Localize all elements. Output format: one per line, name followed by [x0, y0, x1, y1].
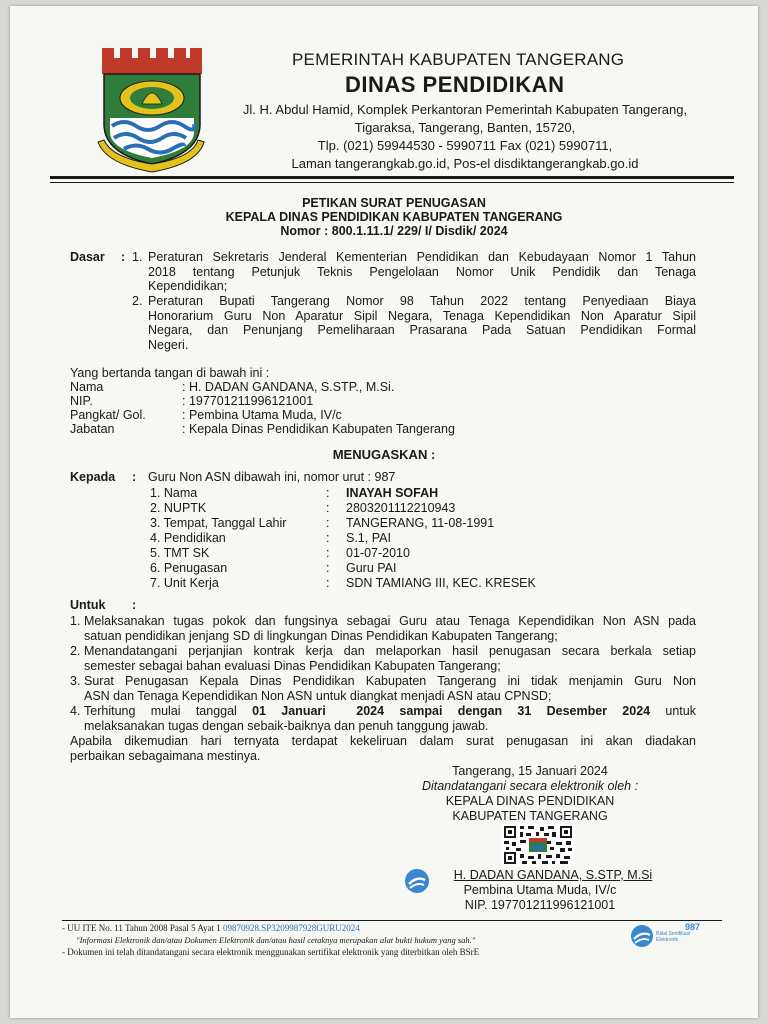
- assignee-field-colon: :: [326, 546, 330, 560]
- assignee-field-label: 3. Tempat, Tanggal Lahir: [150, 516, 287, 530]
- period-text: Terhitung mulai tanggal: [84, 704, 253, 718]
- dasar-item-line: Kependidikan;: [148, 279, 228, 293]
- signer-identity: [390, 868, 690, 913]
- assignee-field-value: S.1, PAI: [346, 531, 391, 545]
- footer-law-line: [62, 923, 360, 933]
- header-divider-thick: [50, 176, 734, 179]
- untuk-colon: :: [132, 598, 137, 612]
- untuk-item: [84, 674, 696, 703]
- assignee-row: [150, 576, 536, 591]
- period-text: untuk: [650, 704, 696, 718]
- assignee-field-label: 2. NUPTK: [150, 501, 207, 515]
- untuk-item-line: Menandatangani perjanjian kontrak kerja dan melaporkan hasil penugasan secara berkala setiap: [84, 644, 696, 658]
- signer-value: : H. DADAN GANDANA, S.STP., M.Si.: [182, 380, 395, 394]
- untuk-item-number: 1.: [70, 614, 81, 628]
- dasar-item-line: Honorarium Guru Non Aparatur Sipil Negara, Tenaga Kependidikan Non Aparatur Sipil: [148, 308, 696, 323]
- address-line: Tigaraksa, Tangerang, Banten, 15720,: [354, 120, 576, 135]
- assignee-field-colon: :: [326, 486, 330, 500]
- untuk-item-line: melaksanakan tugas dengan sebaik-baiknya dan penuh tanggung jawab.: [84, 718, 489, 733]
- untuk-item-line: satuan pendidikan jenjang SD di lingkungan Dinas Pendidikan Kabupaten Tangerang;: [84, 628, 558, 643]
- dasar-item-line: Peraturan Bupati Tangerang Nomor 98 Tahun 2022 tentang Penyediaan Biaya: [148, 294, 696, 308]
- assignee-row: [150, 561, 397, 576]
- document-page: [10, 6, 758, 1018]
- assignee-field-label: 7. Unit Kerja: [150, 576, 219, 590]
- dasar-item-number: 2.: [132, 294, 143, 308]
- signer-value: : Pembina Utama Muda, IV/c: [182, 408, 342, 422]
- untuk-item-line: Melaksanakan tugas pokok dan fungsinya sebagai Guru atau Tenaga Kependidikan Non ASN pada: [84, 614, 696, 628]
- signer-rank: Pembina Utama Muda, IV/c: [463, 883, 617, 897]
- kepada-intro: Guru Non ASN dibawah ini, nomor urut : 987: [148, 470, 396, 484]
- untuk-item-line: Surat Penugasan Kepala Dinas Pendidikan Kabupaten Tangerang ini tidak menjamin Guru Non: [84, 674, 696, 688]
- signature-qr-code: [502, 824, 574, 866]
- untuk-item-line: ASN dan Tenaga Kependidikan Non ASN untuk diangkat menjadi ASN atau CPNSD;: [84, 688, 552, 703]
- bsre-number: 987: [684, 922, 700, 932]
- address-line: Laman tangerangkab.go.id, Pos-el disdiktangerangkab.go.id: [291, 156, 639, 171]
- assignee-field-label: 6. Penugasan: [150, 561, 228, 575]
- period-text: sampai dengan: [384, 704, 518, 718]
- assignee-field-colon: :: [326, 576, 330, 590]
- assignee-field-label: 4. Pendidikan: [150, 531, 226, 545]
- signer-nip: NIP. 197701211996121001: [464, 898, 616, 912]
- footer-law-text: - UU ITE No. 11 Tahun 2008 Pasal 5 Ayat 1: [62, 923, 221, 933]
- assignee-row: [150, 486, 439, 501]
- assignee-field-value: TANGERANG, 11-08-1991: [346, 516, 495, 530]
- period-start-date: 01 Januari 2024: [252, 704, 385, 718]
- assignee-field-colon: :: [326, 531, 330, 545]
- signer-label: Jabatan: [70, 422, 115, 436]
- menugaskan-heading: MENUGASKAN :: [332, 447, 436, 462]
- untuk-item: [84, 614, 696, 643]
- assignee-field-colon: :: [326, 561, 330, 575]
- address-line: Jl. H. Abdul Hamid, Komplek Perkantoran Pemerintah Kabupaten Tangerang,: [242, 102, 688, 117]
- signer-position: KEPALA DINAS PENDIDIKAN: [445, 794, 615, 808]
- closing-statement: [70, 734, 696, 763]
- untuk-item-line: semester sebagai bahan evaluasi Dinas Pendidikan Kabupaten Tangerang;: [84, 658, 501, 673]
- footer-doc-code: 09870928.SP3209987928GURU2024: [223, 923, 360, 933]
- signer-value: : Kepala Dinas Pendidikan Kabupaten Tangerang: [182, 422, 455, 436]
- government-name: PEMERINTAH KABUPATEN TANGERANG: [292, 50, 625, 69]
- assignee-field-value: 01-07-2010: [346, 546, 410, 560]
- dasar-item-line: Negara, dan Penunjang Pemeliharaan Prasarana Pada Satuan Pendidikan Formal: [148, 323, 696, 337]
- untuk-item-number: 4.: [70, 704, 81, 718]
- address-line: Tlp. (021) 59944530 - 5990711 Fax (021) 5990711,: [317, 138, 613, 153]
- assignee-field-colon: :: [326, 516, 330, 530]
- header-address: [210, 101, 720, 173]
- bsre-logo-icon: [630, 924, 654, 948]
- signer-position: KABUPATEN TANGERANG: [452, 809, 608, 823]
- closing-line: Apabila dikemudian hari ternyata terdapat kekeliruan dalam surat penugasan ini akan diadakan: [70, 734, 696, 748]
- signer-name: H. DADAN GANDANA, S.STP, M.Si: [453, 868, 653, 882]
- assignment-period-line: [84, 704, 696, 719]
- dasar-item-line: 2018 tentang Petunjuk Teknis Pengelolaan Nomor Unik Pendidik dan Tenaga: [148, 264, 696, 279]
- bsre-text: Balai Sertifikasi Elektronik: [656, 931, 691, 943]
- document-subtitle: KEPALA DINAS PENDIDIKAN KABUPATEN TANGERANG: [225, 210, 563, 224]
- dasar-label: Dasar: [70, 250, 105, 264]
- assignee-field-value: SDN TAMIANG III, KEC. KRESEK: [346, 576, 536, 590]
- dasar-colon: :: [121, 250, 126, 264]
- untuk-item: [84, 644, 696, 673]
- signer-label: Pangkat/ Gol.: [70, 408, 146, 422]
- assignee-field-label: 1. Nama: [150, 486, 198, 500]
- assignee-field-colon: :: [326, 501, 330, 515]
- signer-label: NIP.: [70, 394, 93, 408]
- assignee-field-value: Guru PAI: [346, 561, 397, 575]
- kepada-colon: :: [132, 470, 137, 484]
- kepada-label: Kepada: [70, 470, 116, 484]
- signer-label: Nama: [70, 380, 104, 394]
- document-title: PETIKAN SURAT PENUGASAN: [302, 196, 486, 210]
- header-divider-thin: [50, 182, 734, 183]
- document-number: Nomor : 800.1.11.1/ 229/ I/ Disdik/ 2024: [280, 224, 508, 238]
- closing-line: perbaikan sebagaimana mestinya.: [70, 748, 261, 763]
- untuk-item-number: 3.: [70, 674, 81, 688]
- period-end-date: 31 Desember 2024: [517, 704, 651, 718]
- dasar-item-line: Negeri.: [148, 337, 189, 352]
- assignee-field-value: 2803201112210943: [346, 501, 456, 515]
- assignee-row: [150, 501, 456, 516]
- signature-block: [390, 764, 670, 824]
- untuk-label: Untuk: [70, 598, 106, 612]
- department-name: DINAS PENDIDIKAN: [345, 72, 565, 97]
- dasar-item: [148, 250, 696, 294]
- signer-value: : 197701211996121001: [182, 394, 314, 408]
- assignee-row: [150, 531, 391, 546]
- dasar-item-line: Peraturan Sekretaris Jenderal Kementerian Pendidikan dan Kebudayaan Nomor 1 Tahun: [148, 250, 696, 264]
- dasar-item: [148, 294, 696, 352]
- footer-divider: [62, 920, 722, 921]
- bsre-label: [656, 923, 700, 943]
- signature-place-date: Tangerang, 15 Januari 2024: [452, 764, 608, 778]
- tangerang-regency-logo: [96, 46, 206, 176]
- assignee-row: [150, 516, 495, 531]
- dasar-item-number: 1.: [132, 250, 143, 264]
- untuk-item: [84, 704, 696, 733]
- assignee-row: [150, 546, 410, 561]
- footer-bsre-statement: - Dokumen ini telah ditandatangani secara elektronik menggunakan sertifikat elektronik yang diterbitkan oleh BSrE: [62, 947, 480, 957]
- untuk-item-number: 2.: [70, 644, 81, 658]
- footer-legal-quote: "Informasi Elektronik dan/atau Dokumen Elektronik dan/atau hasil cetaknya merupakan alat bukti hukum yang sah.": [76, 935, 476, 945]
- signer-intro: Yang bertanda tangan di bawah ini :: [70, 366, 270, 380]
- assignee-name-value: INAYAH SOFAH: [346, 486, 439, 500]
- assignee-detail-table: [150, 486, 536, 591]
- signature-electronic-note: Ditandatangani secara elektronik oleh :: [421, 779, 639, 793]
- assignee-field-label: 5. TMT SK: [150, 546, 210, 560]
